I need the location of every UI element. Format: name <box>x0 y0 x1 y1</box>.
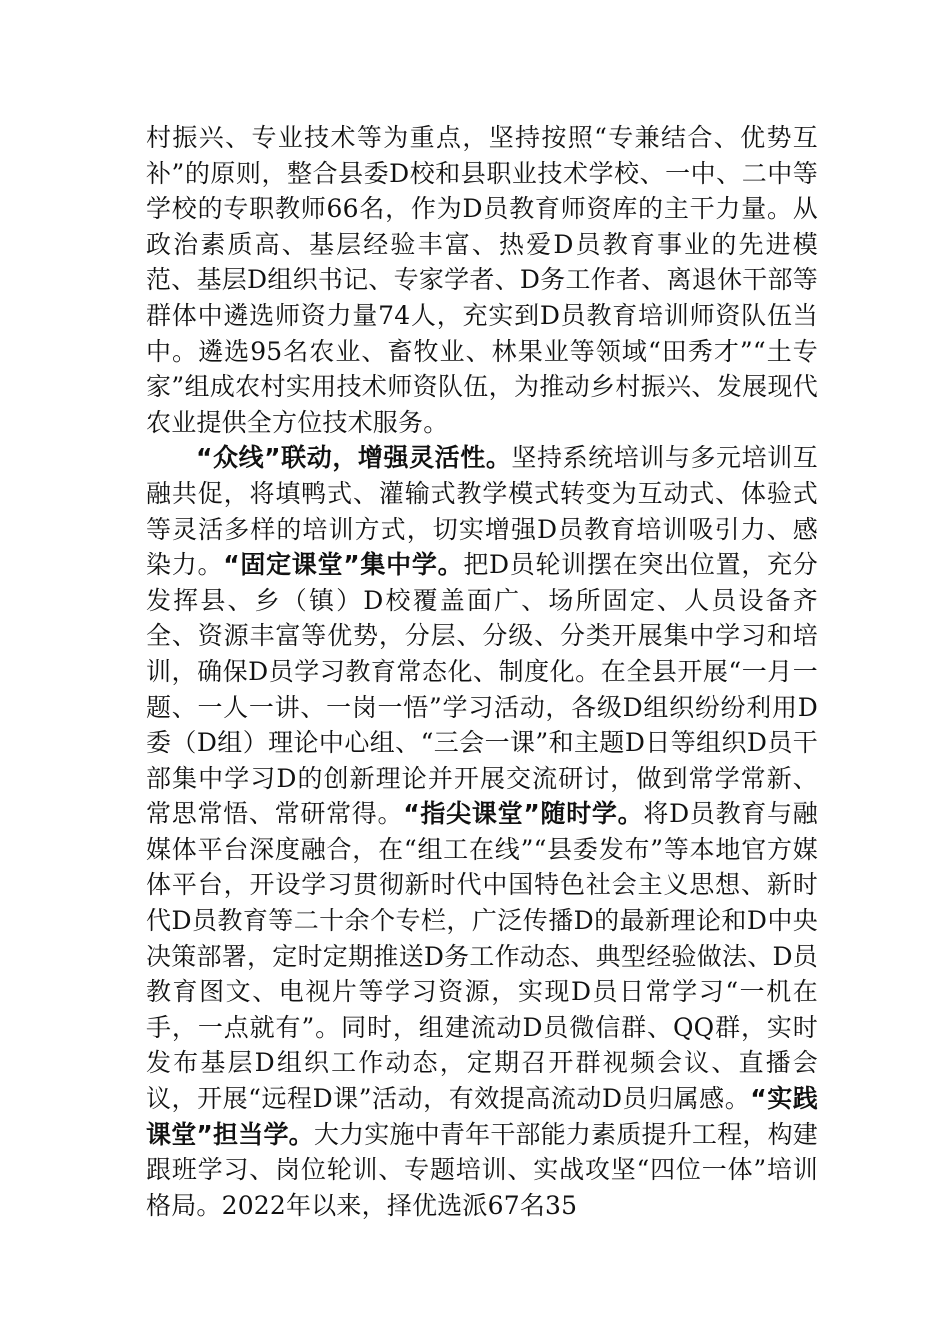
document-body <box>146 120 818 1223</box>
paragraph-text: 村振兴、专业技术等为重点，坚持按照“专兼结合、优势互补”的原则，整合县委D校和县职业技术学校、一中、二中等学校的专职教师66名，作为D员教育师资库的主干力量。从政治素质高、基层经验丰富、热爱D员教育事业的先进模范、基层D组织书记、专家学者、D务工作者、离退休干部等群体中遴选师资力量74人，充实到D员教育培训师资队伍当中。遴选95名农业、畜牧业、林果业等领域“田秀才”“土专家”组成农村实用技术师资队伍，为推动乡村振兴、发展现代农业提供全方位技术服务。 <box>146 123 818 437</box>
paragraph-text: 坚持系统培训与多元培训互融共促，将填鸭式、灌输式教学模式转变为互动式、体验式等灵活多样的培训方式，切实增强D员教育培训吸引力、感染力。 <box>146 443 818 580</box>
paragraph-text: 大力实施中青年干部能力素质提升工程，构建跟班学习、岗位轮训、专题培训、实战攻坚“四位一体”培训格局。2022年以来，择优选派67名35 <box>146 1119 818 1220</box>
paragraph-1 <box>146 120 818 440</box>
section-heading-zhongxian: “众线”联动，增强灵活性。 <box>196 443 512 473</box>
paragraph-text: 将D员教育与融媒体平台深度融合，在“组工在线”“县委发布”等本地官方媒体平台，开设学习贯彻新时代中国特色社会主义思想、新时代D员教育等二十余个专栏，广泛传播D的最新理论和D中央决策部署，定时定期推送D务工作动态、典型经验做法、D员教育图文、电视片等学习资源，实现D员日常学习“一机在手，一点就有”。同时，组建流动D员微信群、QQ群，实时发布基层D组织工作动态，定期召开群视频会议、直播会议，开展“远程D课”活动，有效提高流动D员归属感。 <box>146 799 818 1114</box>
section-heading-fingertip-classroom: “指尖课堂”随时学。 <box>403 799 644 829</box>
paragraph-text: 把D员轮训摆在突出位置，充分发挥县、乡（镇）D校覆盖面广、场所固定、人员设备齐全、资源丰富等优势，分层、分级、分类开展集中学习和培训，确保D员学习教育常态化、制度化。在全县开展“一月一题、一人一讲、一岗一悟”学习活动，各级D组织纷纷利用D委（D组）理论中心组、“三会一课”和主题D日等组织D员干部集中学习D的创新理论并开展交流研讨，做到常学常新、常思常悟、常研常得。 <box>146 550 818 829</box>
section-heading-practice-classroom: “实践课堂”担当学。 <box>146 1084 819 1149</box>
section-heading-fixed-classroom: “固定课堂”集中学。 <box>223 550 464 580</box>
paragraph-2 <box>146 440 818 1223</box>
